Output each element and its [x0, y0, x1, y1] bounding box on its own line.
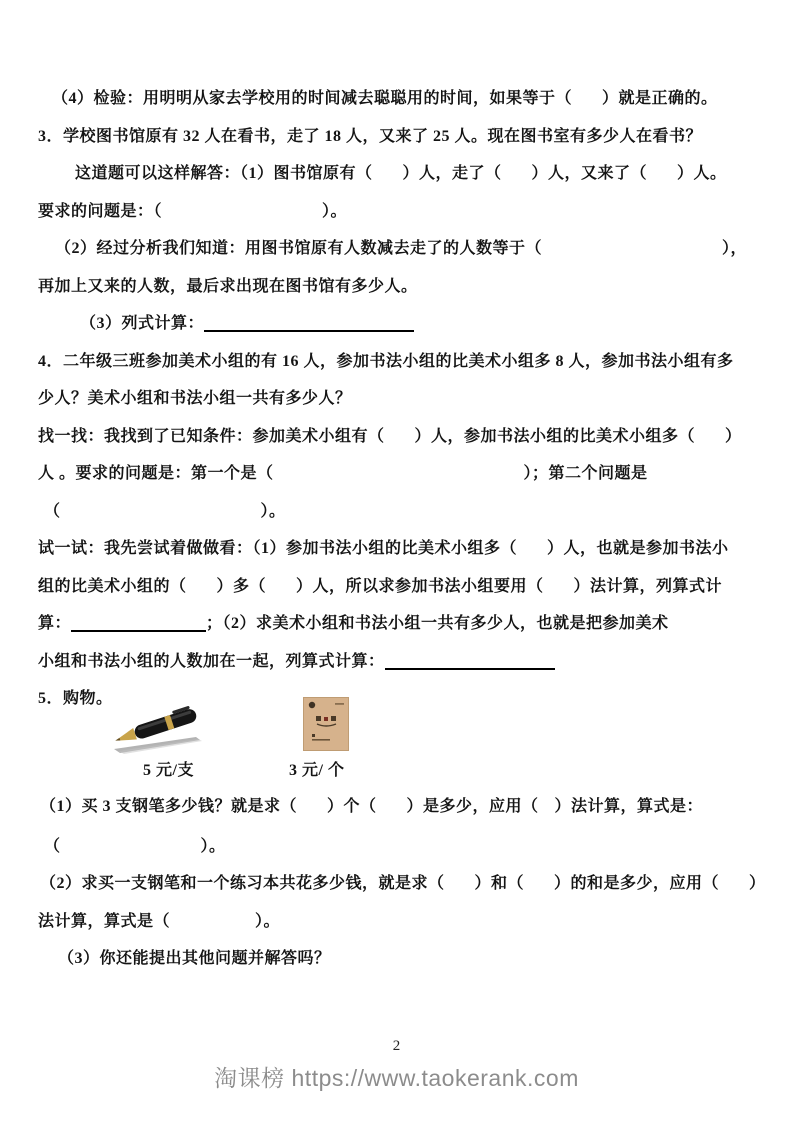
text-segment: ）个（ [327, 798, 377, 815]
text-segment: 算： [38, 615, 72, 632]
exercise-book-icon [303, 697, 349, 751]
text-segment: ）， [722, 240, 748, 257]
fountain-pen-icon [110, 698, 214, 758]
text-segment: ）人，走了（ [402, 165, 502, 182]
text-segment: ）。 [200, 838, 226, 855]
answer-gap [266, 577, 296, 591]
answer-gap [170, 912, 255, 926]
text-line [38, 651, 555, 672]
text-segment: 组的比美术小组的（ [38, 578, 187, 595]
notebook-image [303, 697, 349, 751]
text-line [40, 796, 703, 817]
text-line [75, 163, 727, 184]
text-segment: 这道题可以这样解答：（1）图书馆原有（ [75, 165, 373, 182]
answer-gap [61, 502, 261, 516]
text-line [38, 351, 734, 372]
text-segment: ）是多少，应用（ [406, 798, 539, 815]
text-segment: ）人，又来了（ [531, 165, 648, 182]
text-line [38, 426, 742, 447]
answer-gap [445, 874, 475, 888]
answer-gap [385, 427, 415, 441]
text-segment: 4．二年级三班参加美术小组的有 16 人，参加书法小组的比美术小组多 8 人，参加书法小组有多 [38, 353, 734, 370]
footer-site-watermark: 淘课榜 https://www.taokerank.com [214, 1065, 579, 1091]
answer-gap [373, 164, 403, 178]
answer-blank-line [71, 616, 206, 632]
answer-blank-line [385, 654, 555, 670]
text-line [44, 501, 286, 522]
answer-gap [517, 539, 547, 553]
text-line [38, 613, 669, 634]
text-line [55, 238, 747, 259]
answer-gap [542, 239, 722, 253]
page-number: 2 [392, 1038, 401, 1054]
text-segment: 少人？美术小组和书法小组一共有多少人？ [38, 390, 352, 407]
answer-gap [695, 427, 725, 441]
text-segment: ）人，所以求参加书法小组要用（ [296, 578, 544, 595]
text-segment: 3 元/ 个 [289, 762, 345, 779]
text-line [40, 873, 766, 894]
text-line [38, 538, 729, 559]
text-line [38, 201, 347, 222]
text-segment: （ [44, 838, 61, 855]
text-segment: （4）检验：用明明从家去学校用的时间减去聪聪用的时间，如果等于（ [52, 90, 573, 107]
text-segment: ） [725, 428, 742, 445]
text-line [52, 88, 718, 109]
answer-gap [647, 164, 677, 178]
text-segment: ）人，参加书法小组的比美术小组多（ [414, 428, 696, 445]
text-segment: 要求的问题是：（ [38, 203, 163, 220]
text-line [38, 276, 418, 297]
text-line [38, 911, 280, 932]
answer-blank-line [204, 316, 414, 332]
notebook-price-label [289, 760, 344, 781]
text-segment: ）法计算，算式是： [554, 798, 704, 815]
text-segment: ） [749, 875, 766, 892]
text-segment: 小组和书法小组的人数加在一起，列算式计算： [38, 653, 385, 670]
text-line [38, 126, 702, 147]
text-line [58, 948, 331, 969]
text-segment: 法计算，算式是（ [38, 913, 171, 930]
answer-gap [719, 874, 749, 888]
text-segment: （ [44, 503, 61, 520]
answer-gap [162, 202, 322, 216]
text-segment: ）法计算，列算式计 [573, 578, 723, 595]
text-segment: ）。 [255, 913, 281, 930]
text-segment: （1）买 3 支钢笔多少钱？就是求（ [40, 798, 298, 815]
text-segment: ）多（ [216, 578, 267, 595]
text-segment: ）。 [322, 203, 348, 220]
pen-image [110, 698, 214, 758]
answer-gap [502, 164, 532, 178]
text-segment: 试一试：我先尝试着做做看：（1）参加书法小组的比美术小组多（ [38, 540, 518, 557]
text-segment: （2）求买一支钢笔和一个练习本共花多少钱，就是求（ [40, 875, 445, 892]
answer-gap [539, 797, 555, 811]
text-segment: 人 。要求的问题是：第一个是（ [38, 465, 274, 482]
text-segment: ）人，也就是参加书法小 [547, 540, 729, 557]
answer-gap [544, 577, 574, 591]
text-segment: ）的和是多少，应用（ [554, 875, 720, 892]
answer-gap [377, 797, 407, 811]
text-segment: ）人。 [677, 165, 727, 182]
text-line [44, 836, 226, 857]
text-segment: 3．学校图书馆原有 32 人在看书，走了 18 人，又来了 25 人。现在图书室有多少人在看书？ [38, 128, 703, 145]
text-line [38, 576, 722, 597]
answer-gap [524, 874, 554, 888]
text-segment: （2）经过分析我们知道：用图书馆原有人数减去走了的人数等于（ [55, 240, 543, 257]
text-line [38, 463, 648, 484]
text-line [38, 688, 113, 709]
text-segment: 5．购物。 [38, 690, 113, 707]
text-segment: （3）列式计算： [80, 315, 205, 332]
text-segment: 找一找：我找到了已知条件：参加美术小组有（ [38, 428, 385, 445]
answer-gap [61, 837, 201, 851]
pen-price-label [143, 760, 194, 781]
answer-gap [187, 577, 217, 591]
text-segment: 5 元/支 [143, 762, 194, 779]
text-segment: 再加上又来的人数，最后求出现在图书馆有多少人。 [38, 278, 418, 295]
text-segment: ；（2）求美术小组和书法小组一共有多少人，也就是把参加美术 [206, 615, 669, 632]
text-segment: ）；第二个问题是 [523, 465, 648, 482]
answer-gap [572, 89, 602, 103]
text-segment: ）和（ [474, 875, 525, 892]
text-segment: ）。 [260, 503, 286, 520]
answer-gap [297, 797, 327, 811]
text-line [38, 388, 352, 409]
text-segment: （3）你还能提出其他问题并解答吗？ [58, 950, 331, 967]
answer-gap [274, 464, 524, 478]
text-line [80, 313, 414, 334]
text-segment: ）就是正确的。 [602, 90, 718, 107]
